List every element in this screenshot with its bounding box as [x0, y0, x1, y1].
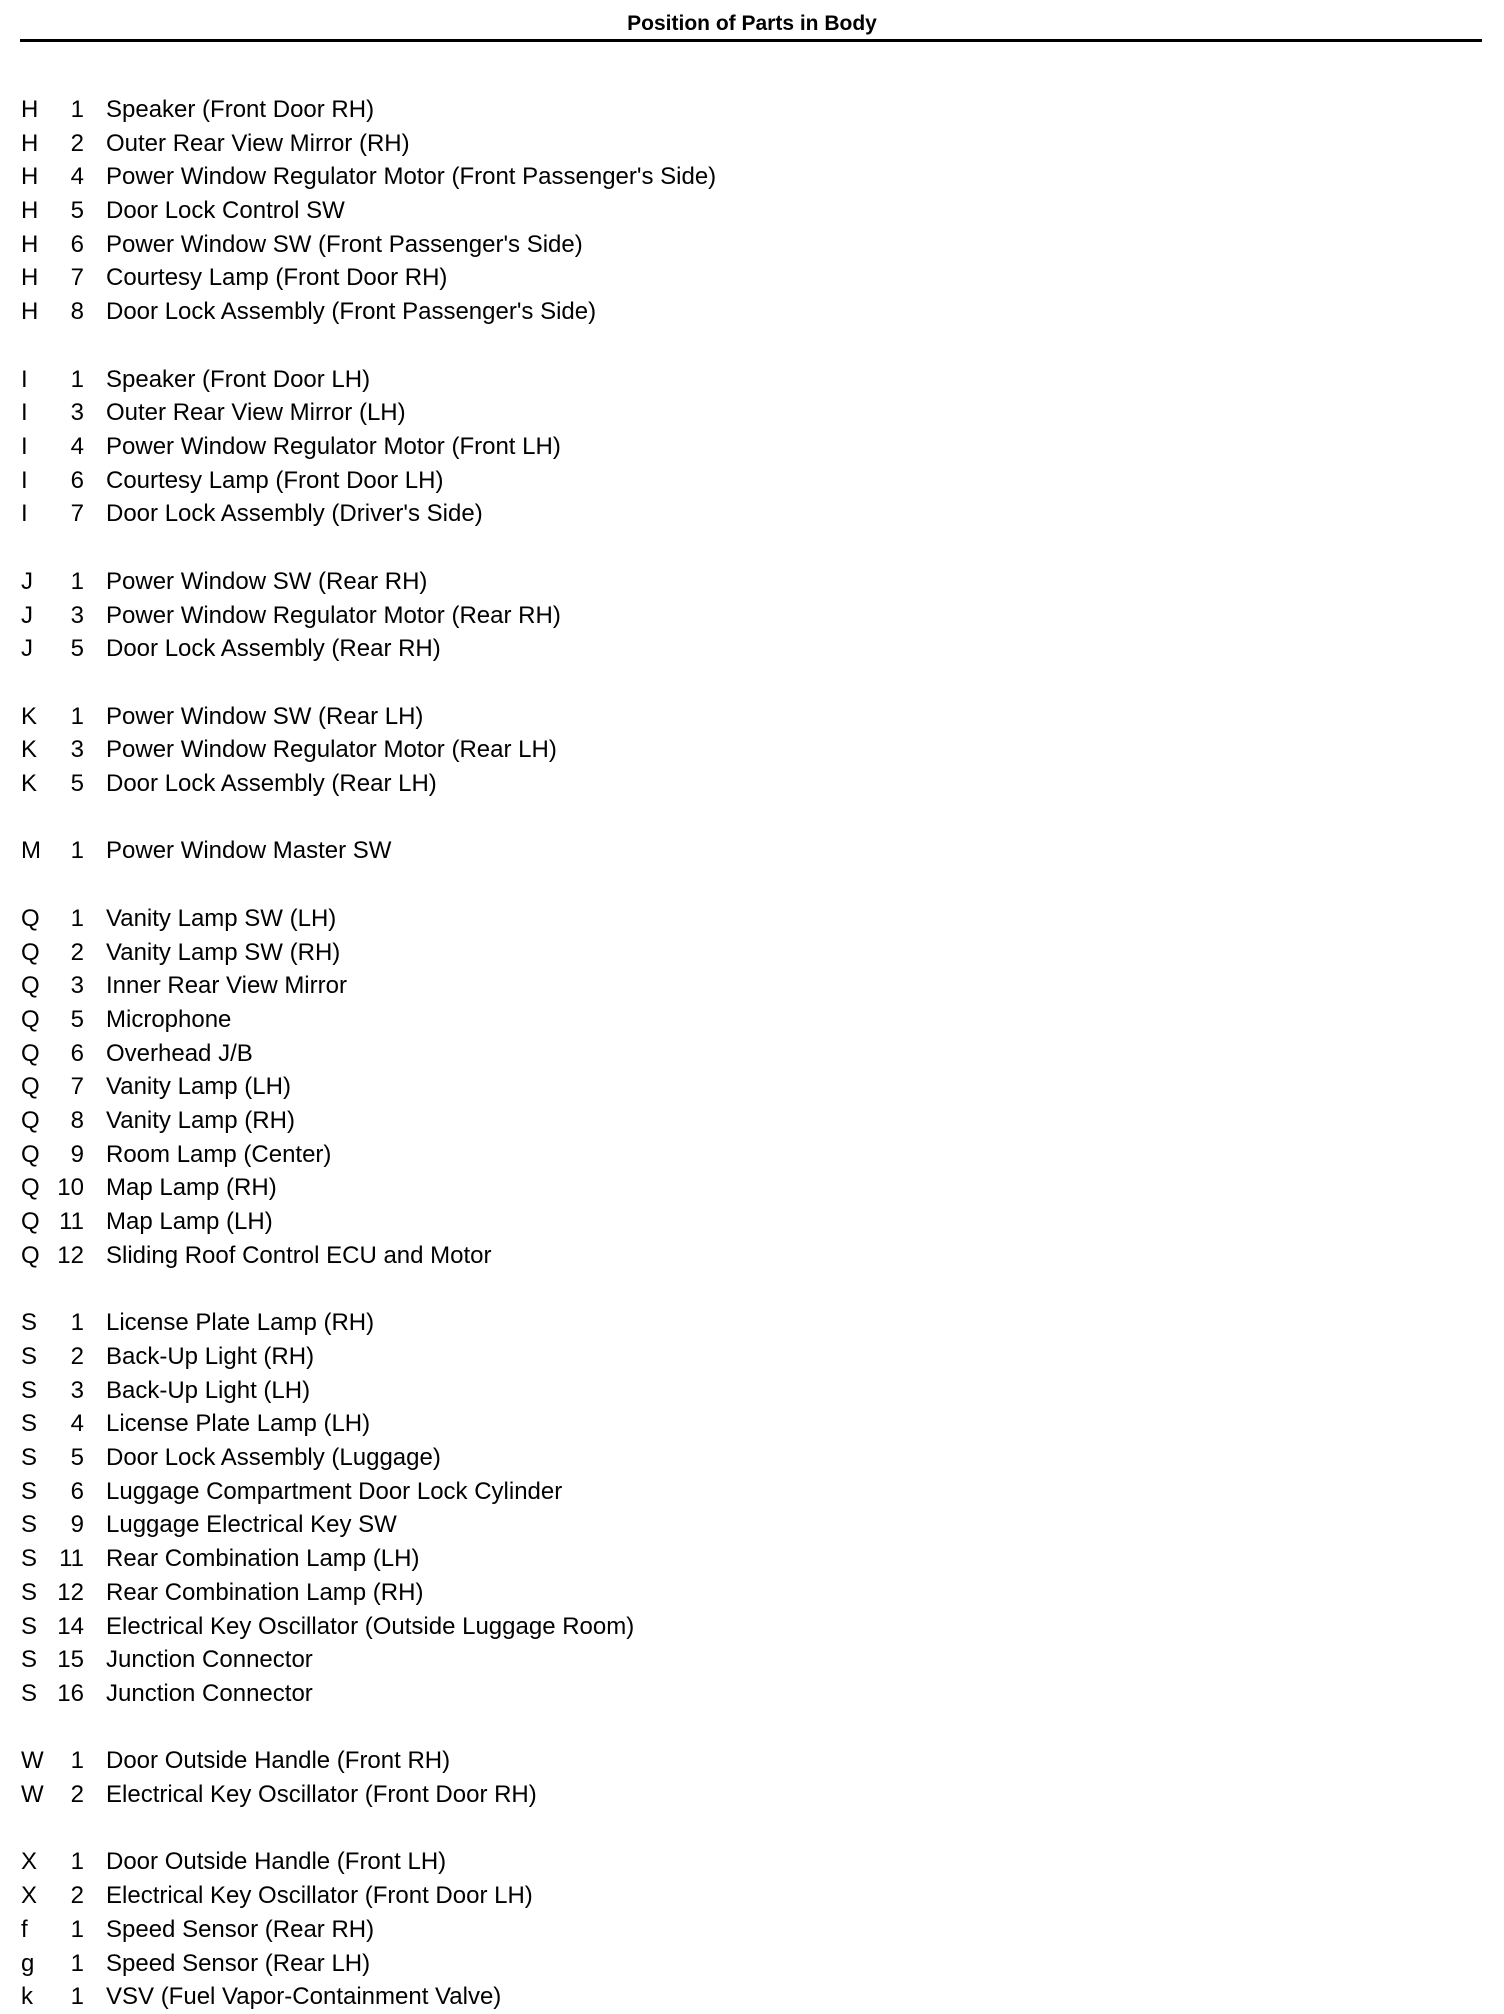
part-number: 6	[70, 467, 84, 494]
part-name: Electrical Key Oscillator (Front Door LH)	[106, 1882, 533, 1909]
part-location-code: X	[21, 1848, 38, 1875]
part-name: Door Lock Assembly (Luggage)	[106, 1444, 441, 1471]
part-name: Door Lock Assembly (Front Passenger's Side)	[106, 298, 597, 325]
part-location-code: H	[21, 197, 39, 224]
part-name: Rear Combination Lamp (LH)	[106, 1545, 420, 1572]
part-location-code: W	[21, 1781, 44, 1808]
part-name: License Plate Lamp (LH)	[106, 1410, 371, 1437]
part-location-code: S	[21, 1309, 38, 1336]
part-name: Speaker (Front Door RH)	[106, 96, 375, 123]
part-number: 4	[70, 163, 84, 190]
part-location-code: I	[21, 399, 28, 426]
part-name: Rear Combination Lamp (RH)	[106, 1579, 424, 1606]
part-number: 15	[57, 1646, 84, 1673]
part-number: 3	[70, 602, 84, 629]
part-location-code: Q	[21, 1242, 40, 1269]
part-name: Door Lock Assembly (Rear RH)	[106, 635, 441, 662]
part-location-code: H	[21, 96, 39, 123]
part-number: 1	[70, 1309, 84, 1336]
part-number: 11	[59, 1545, 84, 1572]
part-number: 1	[70, 905, 84, 932]
part-location-code: S	[21, 1511, 38, 1538]
part-number: 5	[70, 635, 84, 662]
part-location-code: H	[21, 264, 39, 291]
part-name: Luggage Electrical Key SW	[106, 1511, 397, 1538]
part-location-code: S	[21, 1545, 38, 1572]
part-number: 12	[57, 1579, 84, 1606]
part-name: Courtesy Lamp (Front Door LH)	[106, 467, 444, 494]
part-location-code: k	[21, 1983, 33, 2010]
part-location-code: I	[21, 500, 28, 527]
part-number: 1	[70, 1848, 84, 1875]
part-number: 1	[70, 568, 84, 595]
part-number: 12	[57, 1242, 84, 1269]
part-location-code: S	[21, 1613, 38, 1640]
part-number: 1	[70, 1983, 84, 2010]
part-number: 6	[70, 1040, 84, 1067]
part-location-code: Q	[21, 905, 40, 932]
part-number: 1	[70, 703, 84, 730]
part-name: License Plate Lamp (RH)	[106, 1309, 375, 1336]
part-number: 9	[70, 1141, 84, 1168]
part-number: 4	[70, 433, 84, 460]
part-name: Electrical Key Oscillator (Front Door RH)	[106, 1781, 537, 1808]
part-name: Overhead J/B	[106, 1040, 253, 1067]
part-number: 5	[70, 1006, 84, 1033]
part-location-code: K	[21, 770, 38, 797]
part-name: Outer Rear View Mirror (LH)	[106, 399, 406, 426]
part-number: 7	[70, 264, 84, 291]
part-location-code: Q	[21, 1141, 40, 1168]
part-number: 3	[70, 736, 84, 763]
part-name: Room Lamp (Center)	[106, 1141, 332, 1168]
part-number: 8	[70, 1107, 84, 1134]
part-name: Power Window SW (Rear LH)	[106, 703, 424, 730]
part-name: Back-Up Light (RH)	[106, 1343, 315, 1370]
part-number: 5	[70, 1444, 84, 1471]
part-name: Power Window Regulator Motor (Front Passenger's Side)	[106, 163, 717, 190]
part-name: Inner Rear View Mirror	[106, 972, 347, 999]
part-name: Microphone	[106, 1006, 232, 1033]
part-name: Speed Sensor (Rear LH)	[106, 1950, 371, 1977]
part-number: 6	[70, 231, 84, 258]
part-number: 5	[70, 197, 84, 224]
part-name: Speed Sensor (Rear RH)	[106, 1916, 375, 1943]
part-location-code: Q	[21, 1174, 40, 1201]
part-name: Power Window Regulator Motor (Front LH)	[106, 433, 561, 460]
part-name: Back-Up Light (LH)	[106, 1377, 311, 1404]
part-location-code: X	[21, 1882, 38, 1909]
part-number: 11	[59, 1208, 84, 1235]
part-number: 2	[70, 130, 84, 157]
part-name: Power Window SW (Rear RH)	[106, 568, 428, 595]
part-location-code: Q	[21, 1107, 40, 1134]
part-location-code: H	[21, 163, 39, 190]
part-number: 6	[70, 1478, 84, 1505]
part-name: Junction Connector	[106, 1680, 313, 1707]
part-location-code: J	[21, 602, 33, 629]
part-name: Speaker (Front Door LH)	[106, 366, 371, 393]
part-number: 2	[70, 1343, 84, 1370]
part-location-code: I	[21, 366, 28, 393]
part-name: Outer Rear View Mirror (RH)	[106, 130, 410, 157]
part-number: 5	[70, 770, 84, 797]
part-name: Door Outside Handle (Front LH)	[106, 1848, 447, 1875]
part-name: Power Window Master SW	[106, 837, 392, 864]
part-number: 2	[70, 1781, 84, 1808]
part-name: Map Lamp (LH)	[106, 1208, 273, 1235]
part-location-code: Q	[21, 1006, 40, 1033]
part-location-code: Q	[21, 1073, 40, 1100]
part-location-code: J	[21, 568, 33, 595]
part-number: 1	[70, 366, 84, 393]
part-number: 2	[70, 1882, 84, 1909]
part-location-code: S	[21, 1680, 38, 1707]
part-number: 3	[70, 972, 84, 999]
part-location-code: Q	[21, 939, 40, 966]
part-number: 1	[70, 1747, 84, 1774]
part-name: Sliding Roof Control ECU and Motor	[106, 1242, 492, 1269]
part-name: Power Window Regulator Motor (Rear LH)	[106, 736, 557, 763]
part-number: 9	[70, 1511, 84, 1538]
part-location-code: S	[21, 1478, 38, 1505]
part-name: Vanity Lamp SW (LH)	[106, 905, 337, 932]
part-location-code: K	[21, 736, 38, 763]
part-location-code: S	[21, 1410, 38, 1437]
part-location-code: I	[21, 467, 28, 494]
part-location-code: K	[21, 703, 38, 730]
part-name: Vanity Lamp (RH)	[106, 1107, 295, 1134]
part-number: 10	[57, 1174, 84, 1201]
part-name: Map Lamp (RH)	[106, 1174, 277, 1201]
part-location-code: S	[21, 1444, 38, 1471]
part-number: 7	[70, 500, 84, 527]
part-location-code: S	[21, 1646, 38, 1673]
part-number: 3	[70, 399, 84, 426]
part-location-code: J	[21, 635, 33, 662]
page-title: Position of Parts in Body	[627, 12, 877, 35]
part-number: 16	[57, 1680, 84, 1707]
part-number: 2	[70, 939, 84, 966]
part-name: Electrical Key Oscillator (Outside Luggage Room)	[106, 1613, 635, 1640]
part-location-code: M	[21, 837, 41, 864]
part-name: Luggage Compartment Door Lock Cylinder	[106, 1478, 563, 1505]
part-location-code: Q	[21, 1208, 40, 1235]
part-location-code: I	[21, 433, 28, 460]
part-number: 1	[70, 1950, 84, 1977]
part-location-code: S	[21, 1579, 38, 1606]
part-number: 4	[70, 1410, 84, 1437]
part-number: 14	[57, 1613, 84, 1640]
part-location-code: Q	[21, 1040, 40, 1067]
part-name: Vanity Lamp SW (RH)	[106, 939, 341, 966]
part-name: Door Lock Control SW	[106, 197, 345, 224]
part-number: 1	[70, 1916, 84, 1943]
part-location-code: H	[21, 298, 39, 325]
part-name: Power Window Regulator Motor (Rear RH)	[106, 602, 561, 629]
part-name: VSV (Fuel Vapor-Containment Valve)	[106, 1983, 502, 2010]
part-location-code: f	[21, 1916, 28, 1943]
part-number: 1	[70, 96, 84, 123]
part-location-code: Q	[21, 972, 40, 999]
part-location-code: W	[21, 1747, 44, 1774]
part-name: Power Window SW (Front Passenger's Side)	[106, 231, 583, 258]
part-location-code: g	[21, 1950, 35, 1977]
part-name: Door Outside Handle (Front RH)	[106, 1747, 451, 1774]
part-name: Courtesy Lamp (Front Door RH)	[106, 264, 448, 291]
part-name: Door Lock Assembly (Driver's Side)	[106, 500, 483, 527]
part-number: 8	[70, 298, 84, 325]
part-number: 1	[70, 837, 84, 864]
part-name: Vanity Lamp (LH)	[106, 1073, 291, 1100]
part-location-code: H	[21, 130, 39, 157]
part-location-code: H	[21, 231, 39, 258]
part-location-code: S	[21, 1343, 38, 1370]
part-name: Junction Connector	[106, 1646, 313, 1673]
part-name: Door Lock Assembly (Rear LH)	[106, 770, 437, 797]
part-number: 3	[70, 1377, 84, 1404]
part-number: 7	[70, 1073, 84, 1100]
part-location-code: S	[21, 1377, 38, 1404]
